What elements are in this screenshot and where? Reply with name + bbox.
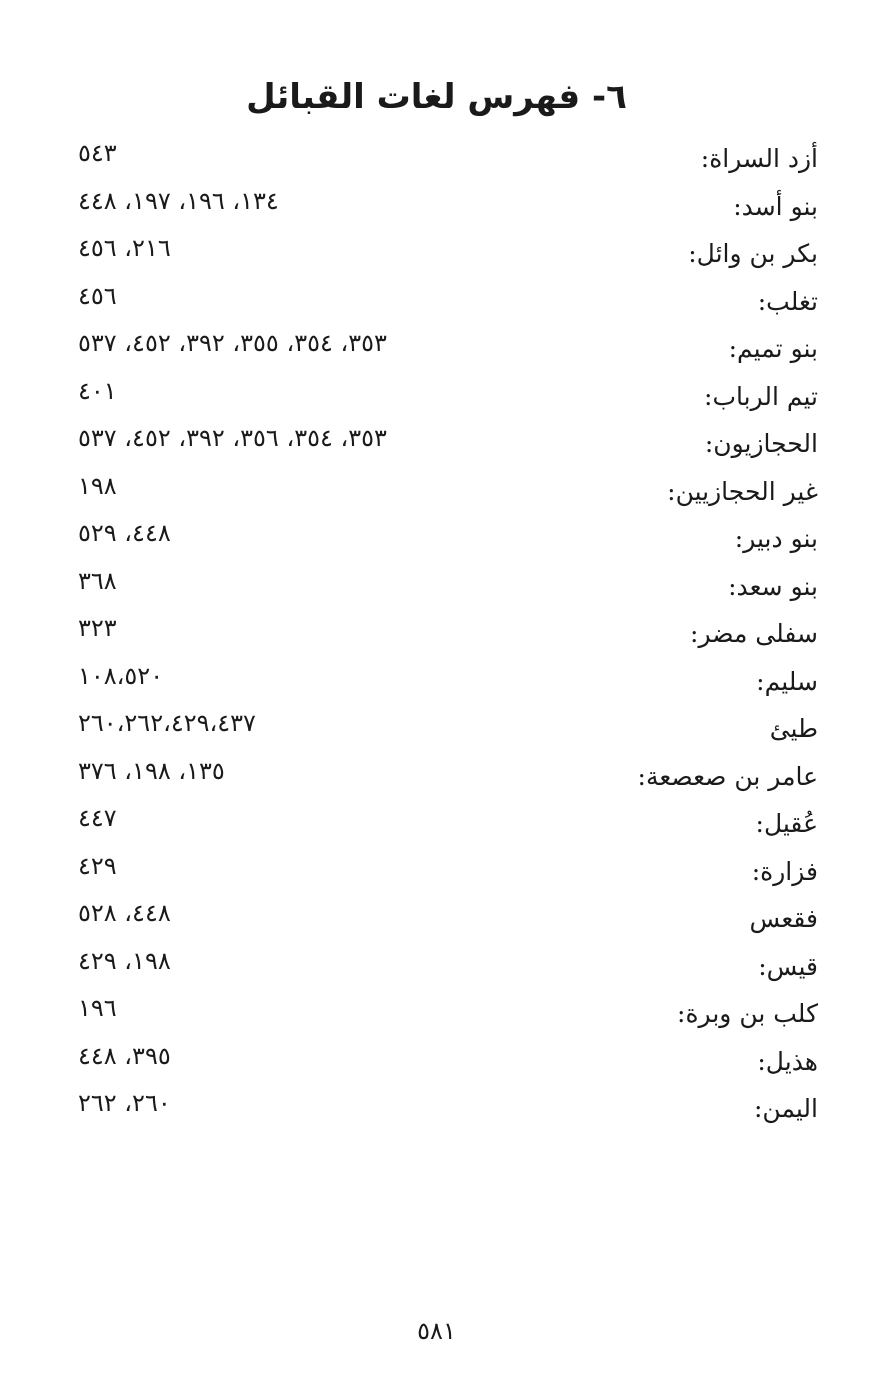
index-entry [70, 182, 818, 230]
index-entry [70, 847, 818, 895]
page-references: ٢٦٠، ٢٦٢ [78, 1089, 171, 1117]
index-entry [70, 704, 818, 752]
page-references: ٥٤٣ [78, 139, 117, 167]
page-references: ٤٥٦ [78, 281, 117, 310]
index-entry [70, 1084, 818, 1132]
page-references: ٣٦٨ [78, 566, 117, 595]
index-entry [70, 752, 818, 800]
page-references: ٢٦٠،٢٦٢،٤٢٩،٤٣٧ [78, 709, 256, 737]
tribe-index-list [70, 134, 818, 1132]
page-references: ١٣٤، ١٩٦، ١٩٧، ٤٤٨ [78, 186, 279, 215]
tribe-name: تغلب: [757, 286, 818, 316]
tribe-name: بكر بن وائل: [688, 239, 818, 268]
tribe-name: اليمن: [753, 1094, 818, 1123]
index-entry [70, 229, 818, 277]
tribe-name: بنو سعد: [728, 571, 818, 601]
tribe-name: فزارة: [751, 856, 818, 886]
index-entry [70, 942, 818, 990]
page-references: ٣٥٣، ٣٥٤، ٣٥٦، ٣٩٢، ٤٥٢، ٥٣٧ [78, 424, 387, 452]
tribe-name: بنو أسد: [733, 191, 818, 221]
index-entry [70, 989, 818, 1037]
tribe-name: بنو تميم: [728, 334, 818, 363]
tribe-name: فقعس [749, 904, 818, 933]
index-entry [70, 467, 818, 515]
index-entry [70, 372, 818, 420]
page-references: ٤٤٨، ٥٢٩ [78, 519, 171, 547]
index-entry [70, 277, 818, 325]
tribe-name: الحجازيون: [704, 429, 818, 458]
tribe-name: عُقيل: [755, 809, 818, 838]
page-references: ١٠٨،٥٢٠ [78, 661, 164, 690]
page-references: ١٣٥، ١٩٨، ٣٧٦ [78, 756, 225, 785]
tribe-name: أزد السراة: [700, 144, 818, 173]
page-title: ٦- فهرس لغات القبائل [246, 77, 627, 117]
page-references: ٢١٦، ٤٥٦ [78, 234, 171, 262]
index-entry [70, 562, 818, 610]
page-references: ١٩٨، ٤٢٩ [78, 946, 171, 975]
index-entry [70, 609, 818, 657]
tribe-name: قيس: [758, 951, 818, 981]
tribe-name: عامر بن صعصعة: [637, 761, 818, 791]
tribe-name: بنو دبير: [734, 524, 818, 553]
page-references: ١٩٨ [78, 471, 117, 500]
index-entry [70, 894, 818, 942]
page-references: ٤٤٧ [78, 804, 117, 832]
index-entry [70, 514, 818, 562]
index-entry [70, 134, 818, 182]
index-entry [70, 799, 818, 847]
tribe-name: سفلى مضر: [690, 619, 818, 648]
index-entry [70, 324, 818, 372]
page-references: ٣٥٣، ٣٥٤، ٣٥٥، ٣٩٢، ٤٥٢، ٥٣٧ [78, 329, 387, 357]
page-references: ٣٩٥، ٤٤٨ [78, 1041, 171, 1070]
tribe-name: هذيل: [757, 1046, 818, 1076]
tribe-name: كلب بن وبرة: [677, 999, 818, 1028]
page-references: ٤٠١ [78, 376, 117, 405]
page-references: ٤٤٨، ٥٢٨ [78, 899, 171, 927]
tribe-name: طيئ [769, 714, 818, 743]
index-entry [70, 657, 818, 705]
page-references: ٣٢٣ [78, 614, 117, 642]
tribe-name: غير الحجازيين: [667, 476, 818, 506]
page-references: ١٩٦ [78, 994, 117, 1022]
tribe-name: تيم الرباب: [704, 381, 818, 411]
page-references: ٤٢٩ [78, 851, 117, 880]
page-number: ٥٨١ [417, 1317, 456, 1345]
tribe-name: سليم: [756, 666, 818, 696]
index-entry [70, 1037, 818, 1085]
index-entry [70, 419, 818, 467]
